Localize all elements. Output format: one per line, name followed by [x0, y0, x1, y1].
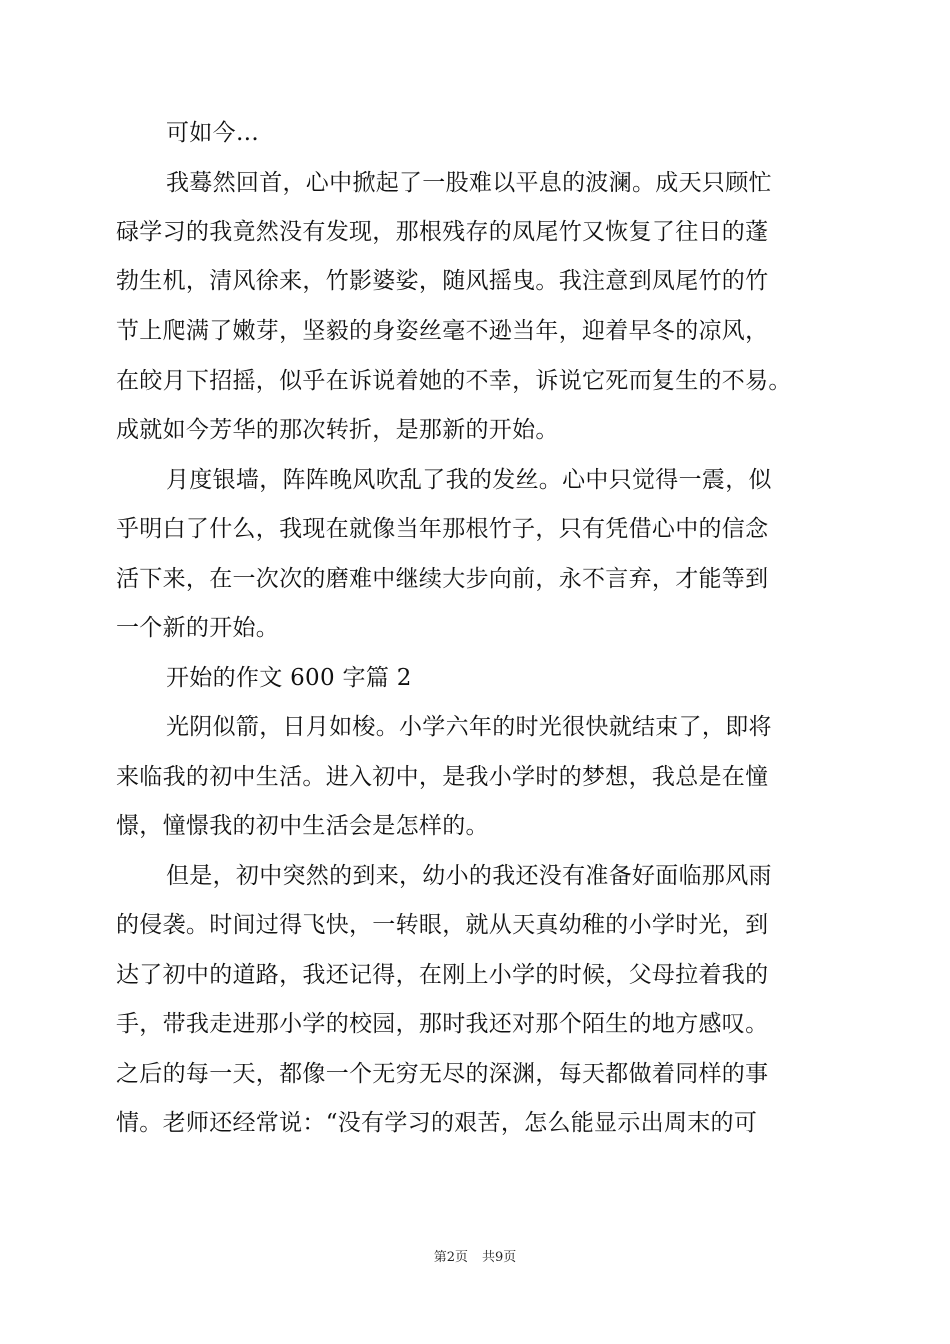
page-number: 第2页 — [433, 1250, 468, 1265]
text-line: 碌学习的我竟然没有发现，那根残存的凤尾竹又恢复了往日的蓬 — [116, 219, 769, 245]
section-heading: 开始的作文 600 字篇 2 — [166, 665, 412, 691]
text-line: 成就如今芳华的那次转折，是那新的开始。 — [116, 417, 559, 443]
page-total: 共9页 — [482, 1250, 517, 1265]
text-line: 但是，初中突然的到来，幼小的我还没有准备好面临那风雨 — [166, 863, 772, 889]
text-line: 可如今… — [166, 120, 260, 146]
text-line: 情。老师还经常说：“没有学习的艰苦，怎么能显示出周末的可 — [116, 1110, 758, 1136]
text-line: 我蓦然回首，心中掀起了一股难以平息的波澜。成天只顾忙 — [166, 170, 772, 196]
text-line: 在皎月下招摇，似乎在诉说着她的不幸，诉说它死而复生的不易。 — [116, 368, 792, 394]
text-line: 手，带我走进那小学的校园，那时我还对那个陌生的地方感叹。 — [116, 1011, 769, 1037]
text-line: 勃生机，清风徐来，竹影婆娑，随风摇曳。我注意到凤尾竹的竹 — [116, 268, 769, 294]
text-line: 月度银墙，阵阵晚风吹乱了我的发丝。心中只觉得一震，似 — [166, 467, 772, 493]
text-line: 的侵袭。时间过得飞快，一转眼，就从天真幼稚的小学时光，到 — [116, 912, 769, 938]
text-line: 节上爬满了嫩芽，坚毅的身姿丝毫不逊当年，迎着早冬的凉风， — [116, 318, 769, 344]
text-line: 来临我的初中生活。进入初中，是我小学时的梦想，我总是在憧 — [116, 764, 769, 790]
text-line: 憬，憧憬我的初中生活会是怎样的。 — [116, 813, 489, 839]
text-line: 光阴似箭，日月如梭。小学六年的时光很快就结束了，即将 — [166, 714, 772, 740]
text-line: 乎明白了什么，我现在就像当年那根竹子，只有凭借心中的信念 — [116, 516, 769, 542]
text-line: 之后的每一天，都像一个无穷无尽的深渊，每天都做着同样的事 — [116, 1061, 769, 1087]
page-footer — [0, 1249, 950, 1267]
text-line: 一个新的开始。 — [116, 615, 280, 641]
text-line: 活下来，在一次次的磨难中继续大步向前，永不言弃，才能等到 — [116, 566, 769, 592]
text-line: 达了初中的道路，我还记得，在刚上小学的时候，父母拉着我的 — [116, 962, 769, 988]
